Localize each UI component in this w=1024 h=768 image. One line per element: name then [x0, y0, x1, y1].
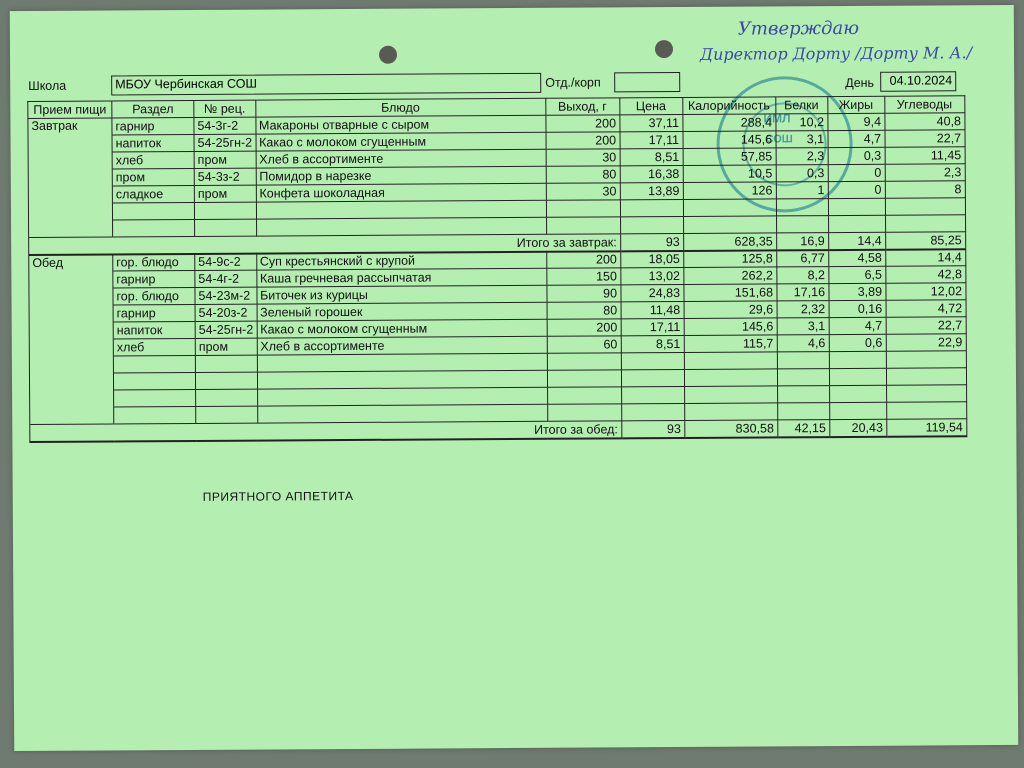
section-cell: хлеб: [113, 338, 195, 356]
fat-cell: [828, 215, 885, 232]
yield-cell: 150: [546, 268, 620, 285]
fat-cell: 3,89: [828, 283, 885, 300]
col-header: Углеводы: [884, 96, 964, 113]
dish-cell: [257, 404, 547, 423]
meal-cell: Завтрак: [28, 118, 112, 136]
meal-cell: [29, 271, 113, 289]
protein-cell: 3,1: [776, 131, 828, 148]
calories-cell: [683, 216, 776, 234]
recipe-cell: пром: [194, 185, 256, 202]
carbs-cell: [886, 385, 966, 402]
dish-cell: [257, 353, 547, 372]
calories-cell: [684, 369, 777, 387]
yield-cell: 200: [546, 132, 620, 149]
section-cell: гарнир: [112, 117, 194, 135]
punch-hole: [655, 40, 673, 58]
calories-cell: [684, 403, 777, 421]
calories-cell: 151,68: [683, 284, 776, 302]
price-cell: [620, 199, 683, 216]
stamp-text: ИМЛ: [763, 111, 791, 126]
calories-cell: 145,6: [683, 131, 776, 149]
recipe-cell: 54-25гн-2: [195, 321, 257, 338]
carbs-cell: 14,4: [885, 249, 965, 266]
yield-cell: [546, 217, 620, 234]
carbs-cell: 11,45: [885, 147, 965, 164]
fat-cell: 6,5: [828, 266, 885, 283]
section-cell: гарнир: [113, 270, 195, 288]
calories-cell: 57,85: [683, 148, 776, 166]
recipe-cell: 54-3з-2: [194, 168, 256, 185]
calories-cell: 115,7: [684, 335, 777, 353]
total-fat: 14,4: [828, 232, 885, 249]
yield-cell: [547, 370, 621, 387]
carbs-cell: 22,7: [885, 130, 965, 147]
dish-cell: Хлеб в ассортименте: [256, 149, 546, 168]
yield-cell: 60: [547, 336, 621, 353]
fat-cell: 0,16: [829, 300, 886, 317]
total-fat: 20,43: [829, 419, 886, 436]
section-cell: [113, 355, 195, 373]
protein-cell: [777, 386, 829, 403]
fat-cell: [828, 198, 885, 215]
price-cell: 37,11: [619, 114, 682, 131]
approval-signature: Директор Дорту /Дорту М. А./: [699, 43, 973, 64]
yield-cell: [547, 404, 621, 421]
yield-cell: 200: [547, 319, 621, 336]
carbs-cell: 8: [885, 181, 965, 198]
dish-cell: [257, 387, 547, 406]
protein-cell: [776, 199, 828, 216]
section-cell: гор. блюдо: [113, 287, 195, 305]
meal-cell: [29, 288, 113, 306]
total-carbs: 85,25: [885, 232, 965, 249]
col-header: Выход, г: [545, 98, 619, 115]
meal-cell: [29, 373, 113, 391]
fat-cell: 4,7: [828, 130, 885, 147]
price-cell: 8,51: [621, 335, 684, 352]
calories-cell: 10,5: [683, 165, 776, 183]
col-header: № рец.: [194, 100, 256, 117]
recipe-cell: 54-4г-2: [195, 270, 257, 287]
meal-cell: [30, 390, 114, 408]
price-cell: 17,11: [621, 318, 684, 335]
section-cell: хлеб: [112, 151, 194, 169]
protein-cell: 17,16: [776, 284, 828, 301]
calories-cell: [684, 352, 777, 370]
col-header: Прием пищи: [28, 101, 112, 119]
price-cell: 13,89: [620, 182, 683, 199]
price-cell: [621, 403, 684, 420]
calories-cell: 145,6: [684, 318, 777, 336]
protein-cell: 6,77: [776, 250, 828, 267]
calories-cell: 126: [683, 182, 776, 200]
dish-cell: Биточек из курицы: [257, 285, 547, 304]
total-calories: 830,58: [684, 420, 777, 438]
section-cell: напиток: [112, 134, 194, 152]
meal-cell: [30, 407, 114, 425]
price-cell: 16,38: [620, 165, 683, 182]
fat-cell: [829, 385, 886, 402]
stamp-text: СОШ: [765, 133, 793, 146]
menu-sheet: [10, 5, 1019, 751]
section-cell: [114, 389, 196, 407]
calories-cell: 125,8: [683, 250, 776, 268]
price-cell: 13,02: [620, 267, 683, 284]
dish-cell: [256, 217, 546, 236]
dish-cell: Суп крестьянский с крупой: [256, 251, 546, 270]
section-cell: напиток: [113, 321, 195, 339]
meal-cell: Обед: [29, 254, 113, 272]
meal-cell: [29, 220, 113, 238]
dish-cell: Какао с молоком сгущенным: [257, 319, 547, 338]
meal-cell: [28, 186, 112, 204]
section-cell: пром: [112, 168, 194, 186]
date-field: 04.10.2024: [880, 71, 956, 91]
dish-cell: Макароны отварные с сыром: [255, 115, 545, 134]
recipe-cell: [196, 389, 258, 406]
fat-cell: 9,4: [827, 113, 884, 130]
recipe-cell: [195, 219, 257, 236]
col-header: Раздел: [112, 100, 194, 118]
section-cell: [112, 202, 194, 220]
section-cell: гарнир: [113, 304, 195, 322]
dish-cell: Зеленый горошек: [257, 302, 547, 321]
recipe-cell: 54-23м-2: [195, 287, 257, 304]
col-header: Блюдо: [255, 98, 545, 117]
yield-cell: 200: [545, 115, 619, 132]
price-cell: 17,11: [620, 131, 683, 148]
fat-cell: 0: [828, 164, 885, 181]
protein-cell: 10,2: [775, 114, 827, 131]
price-cell: 18,05: [620, 250, 683, 267]
fat-cell: 4,58: [828, 249, 885, 266]
dept-label: Отд./корп: [545, 75, 601, 90]
section-cell: [114, 406, 196, 424]
protein-cell: 3,1: [777, 318, 829, 335]
meal-cell: [28, 169, 112, 187]
yield-cell: [547, 387, 621, 404]
dish-cell: Каша гречневая рассыпчатая: [256, 268, 546, 287]
dish-cell: [257, 370, 547, 389]
dish-cell: Какао с молоком сгущенным: [256, 132, 546, 151]
recipe-cell: 54-3г-2: [194, 117, 256, 134]
dish-cell: Помидор в нарезке: [256, 166, 546, 185]
meal-cell: [29, 322, 113, 340]
footer-text: ПРИЯТНОГО АППЕТИТА: [202, 488, 354, 504]
menu-table: [27, 95, 967, 442]
recipe-cell: [196, 406, 258, 423]
total-carbs: 119,54: [886, 419, 966, 436]
yield-cell: [546, 200, 620, 217]
protein-cell: [777, 352, 829, 369]
school-label: Школа: [28, 78, 67, 93]
meal-cell: [29, 305, 113, 323]
calories-cell: [684, 386, 777, 404]
protein-cell: 8,2: [776, 267, 828, 284]
carbs-cell: [885, 198, 965, 215]
yield-cell: 80: [547, 302, 621, 319]
meal-cell: [28, 135, 112, 153]
recipe-cell: пром: [194, 151, 256, 168]
dept-field: [614, 72, 680, 92]
total-price: 93: [621, 420, 684, 437]
protein-cell: [777, 403, 829, 420]
col-header: Белки: [775, 97, 827, 114]
section-cell: [113, 372, 195, 390]
price-cell: 11,48: [621, 301, 684, 318]
price-cell: [620, 216, 683, 233]
yield-cell: 80: [546, 166, 620, 183]
calories-cell: 288,4: [682, 114, 775, 132]
dish-cell: [256, 200, 546, 219]
fat-cell: [829, 368, 886, 385]
carbs-cell: 4,72: [886, 300, 966, 317]
yield-cell: 200: [546, 251, 620, 268]
fat-cell: [829, 402, 886, 419]
total-calories: 628,35: [683, 233, 776, 251]
protein-cell: [777, 369, 829, 386]
price-cell: 8,51: [620, 148, 683, 165]
fat-cell: 0,3: [828, 147, 885, 164]
total-price: 93: [620, 233, 683, 250]
recipe-cell: пром: [195, 338, 257, 355]
carbs-cell: [886, 402, 966, 419]
price-cell: [621, 369, 684, 386]
calories-cell: [683, 199, 776, 217]
price-cell: [621, 352, 684, 369]
section-cell: гор. блюдо: [113, 253, 195, 271]
total-label: Итого за обед:: [30, 421, 622, 442]
school-name-field: МБОУ Чербинская СОШ: [111, 73, 541, 96]
carbs-cell: 22,7: [886, 317, 966, 334]
dish-cell: Конфета шоколадная: [256, 183, 546, 202]
carbs-cell: 42,8: [885, 266, 965, 283]
protein-cell: 2,32: [777, 301, 829, 318]
day-label: День: [845, 75, 875, 90]
price-cell: 24,83: [620, 284, 683, 301]
recipe-cell: [195, 372, 257, 389]
calories-cell: 29,6: [684, 301, 777, 319]
calories-cell: 262,2: [683, 267, 776, 285]
approval-heading: Утверждаю: [737, 17, 860, 40]
total-protein: 42,15: [777, 420, 829, 437]
protein-cell: 4,6: [777, 335, 829, 352]
punch-hole: [379, 46, 397, 64]
total-label: Итого за завтрак:: [29, 234, 621, 255]
carbs-cell: [886, 351, 966, 368]
meal-cell: [28, 203, 112, 221]
yield-cell: 90: [546, 285, 620, 302]
fat-cell: 4,7: [829, 317, 886, 334]
meal-cell: [29, 356, 113, 374]
carbs-cell: 2,3: [885, 164, 965, 181]
fat-cell: 0,6: [829, 334, 886, 351]
recipe-cell: [195, 355, 257, 372]
recipe-cell: 54-9с-2: [195, 253, 257, 270]
protein-cell: 0,3: [776, 165, 828, 182]
price-cell: [621, 386, 684, 403]
protein-cell: 1: [776, 182, 828, 199]
fat-cell: [829, 351, 886, 368]
carbs-cell: [886, 368, 966, 385]
carbs-cell: 12,02: [885, 283, 965, 300]
recipe-cell: 54-25гн-2: [194, 134, 256, 151]
fat-cell: 0: [828, 181, 885, 198]
col-header: Цена: [619, 97, 682, 114]
protein-cell: 2,3: [776, 148, 828, 165]
yield-cell: 30: [546, 149, 620, 166]
yield-cell: 30: [546, 183, 620, 200]
recipe-cell: [194, 202, 256, 219]
total-protein: 16,9: [776, 233, 828, 250]
meal-cell: [28, 152, 112, 170]
section-cell: сладкое: [112, 185, 194, 203]
col-header: Калорийность: [682, 97, 775, 115]
section-cell: [113, 219, 195, 237]
protein-cell: [776, 216, 828, 233]
carbs-cell: [885, 215, 965, 232]
recipe-cell: 54-20з-2: [195, 304, 257, 321]
col-header: Жиры: [827, 96, 884, 113]
meal-cell: [29, 339, 113, 357]
dish-cell: Хлеб в ассортименте: [257, 336, 547, 355]
carbs-cell: 22,9: [886, 334, 966, 351]
yield-cell: [547, 353, 621, 370]
carbs-cell: 40,8: [884, 113, 964, 130]
